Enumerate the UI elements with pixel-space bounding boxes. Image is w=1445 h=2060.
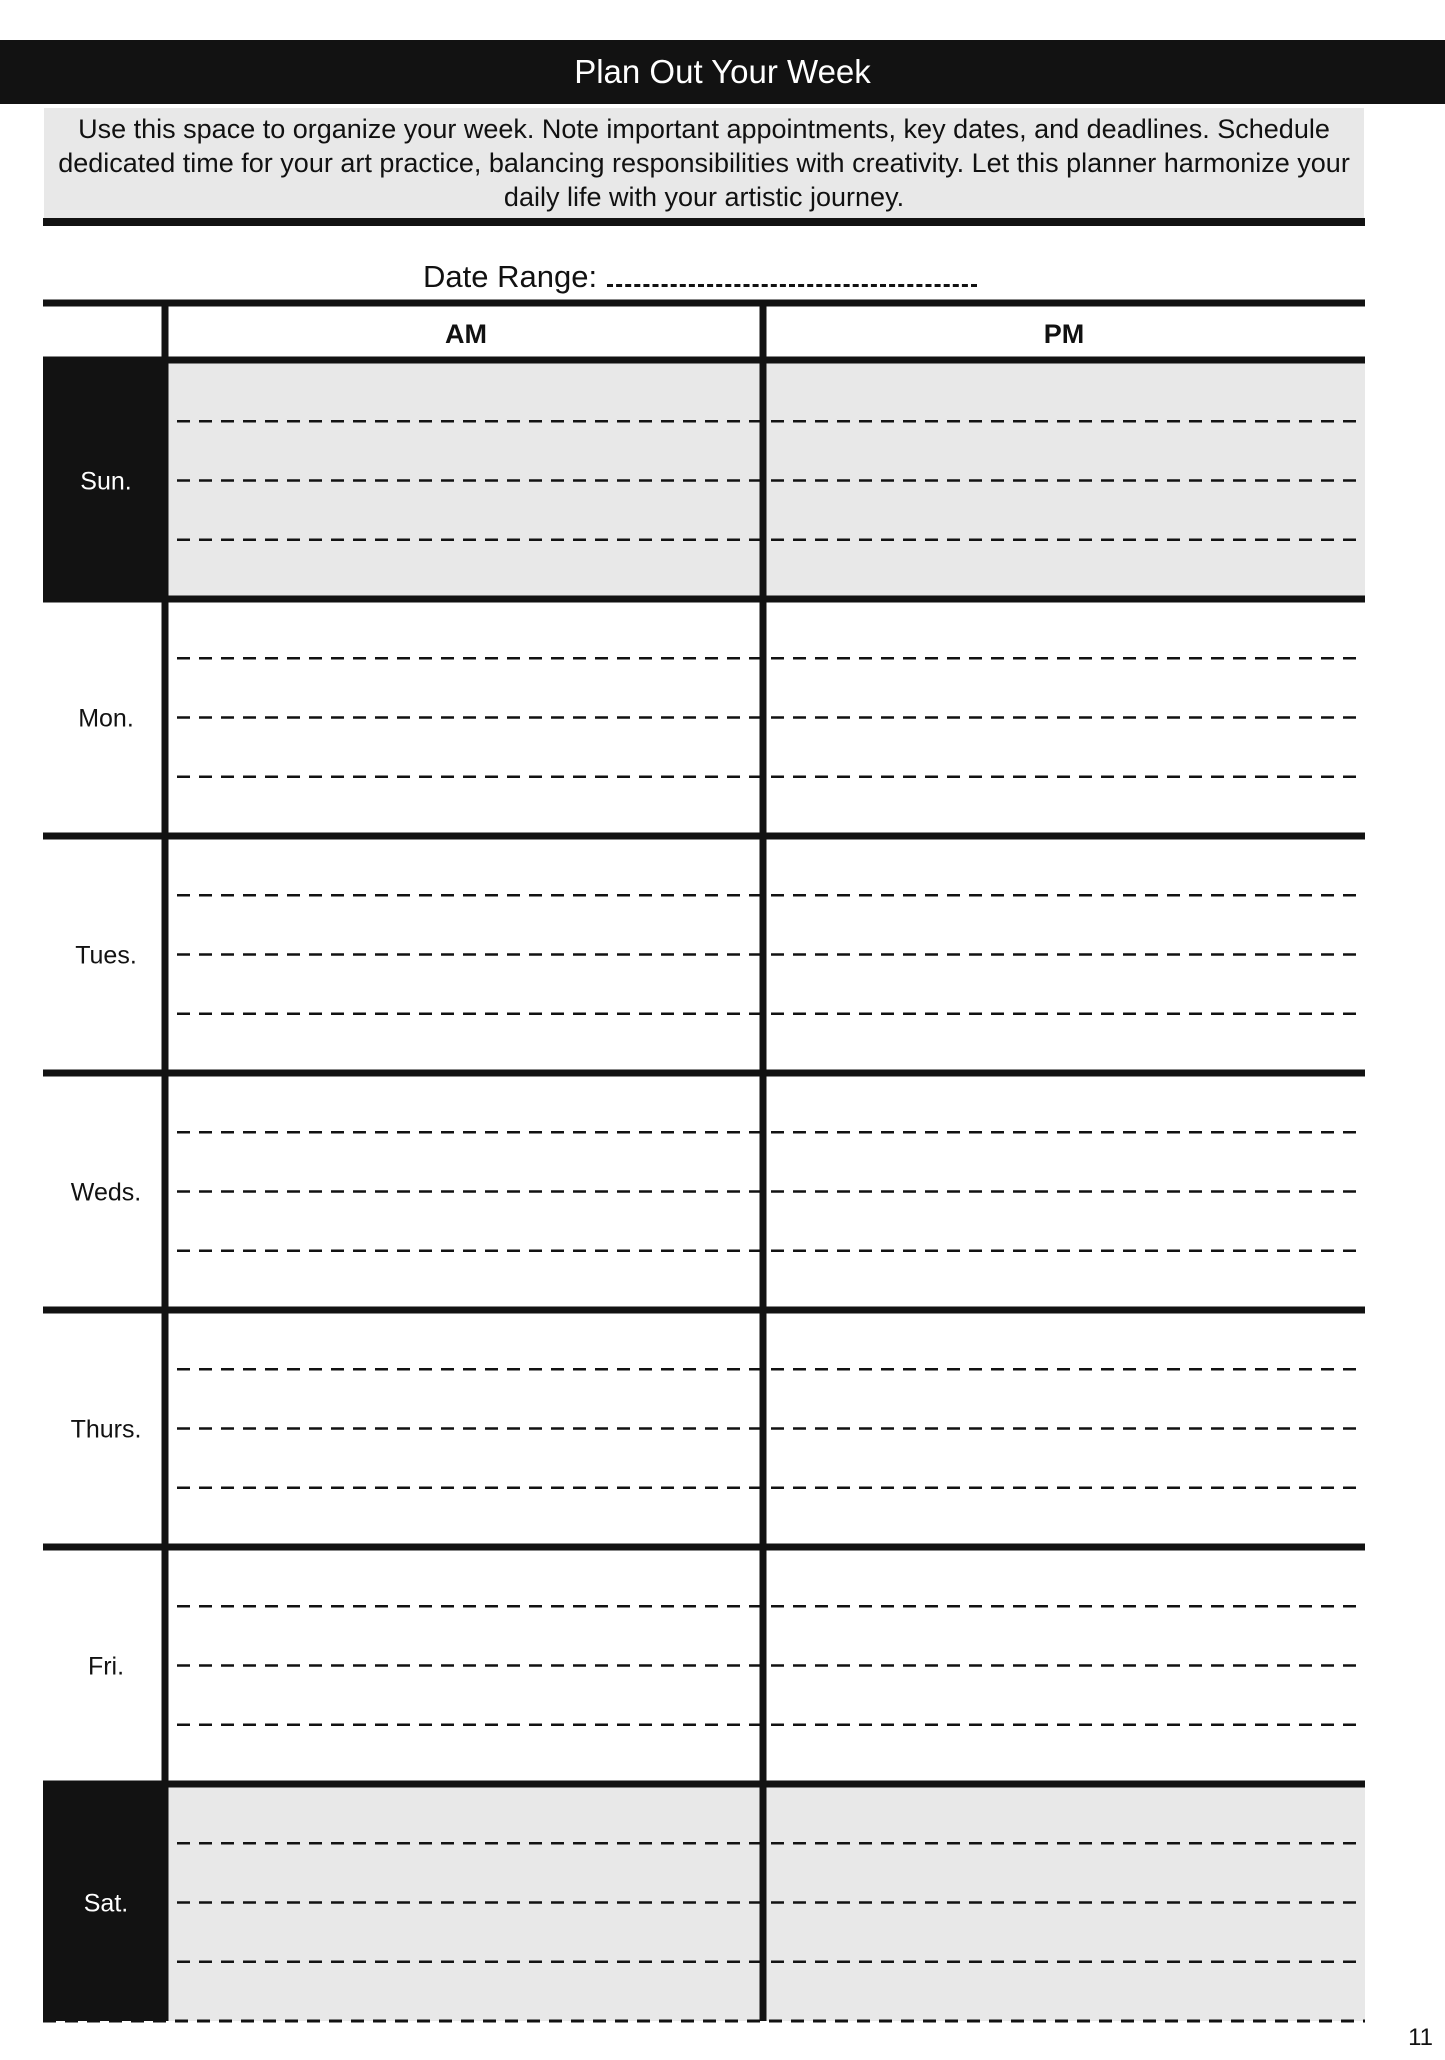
day-label-sat: Sat. xyxy=(83,1889,129,1918)
day-label-weds: Weds. xyxy=(70,1178,142,1207)
intro-text: Use this space to organize your week. Note important appointments, key dates, and deadlines. Schedule dedicated time for your art practice, balancing responsibilities with creativity. Let this planner harmonize your daily life with your artistic journey. xyxy=(44,108,1364,218)
day-label-sun: Sun. xyxy=(80,467,132,496)
day-label-fri: Fri. xyxy=(87,1652,125,1681)
pm-column-header: PM xyxy=(1043,318,1085,349)
page-title: Plan Out Your Week xyxy=(0,40,1445,104)
page-number: 11 xyxy=(1408,2024,1433,2051)
day-label-mon: Mon. xyxy=(78,704,134,733)
am-column-header: AM xyxy=(445,318,487,349)
day-label-tues: Tues. xyxy=(75,941,137,970)
day-label-thurs: Thurs. xyxy=(70,1415,142,1444)
date-range-label: Date Range: xyxy=(423,259,598,294)
